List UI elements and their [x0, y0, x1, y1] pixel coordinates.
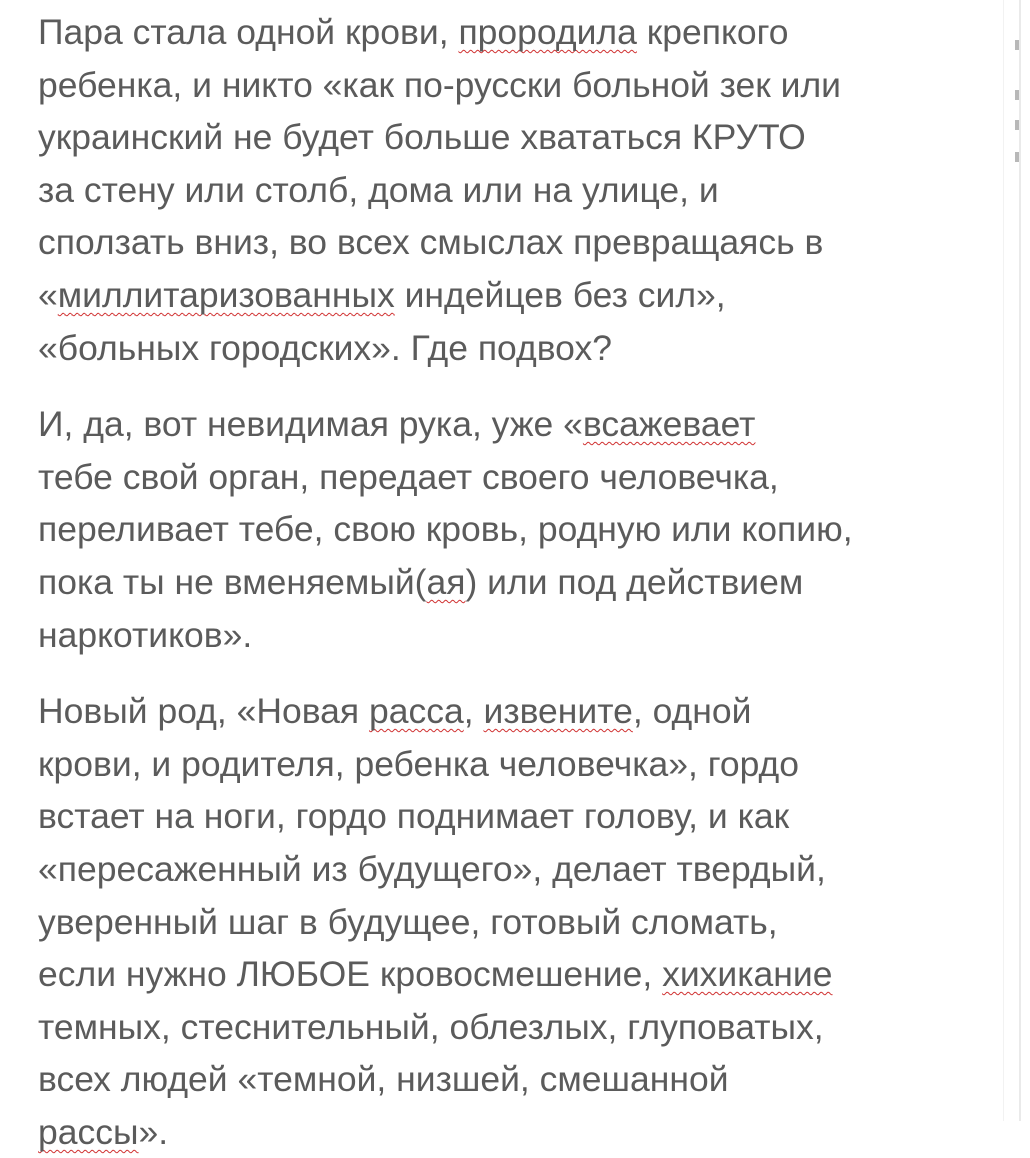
misspelled-word[interactable]: всажевает: [582, 404, 756, 445]
text-line: [38, 322, 978, 375]
scroll-marker: [1015, 152, 1019, 162]
text-segment: «больных городских». Где подвох?: [38, 327, 613, 368]
text-segment: «: [38, 274, 58, 315]
text-line: [38, 216, 978, 269]
text-segment: Пара стала одной крови,: [38, 12, 459, 52]
text-line: [38, 111, 978, 164]
paragraph: [38, 685, 978, 1158]
text-segment: крови, и родителя, ребенка человечка», гордо: [38, 743, 800, 784]
text-segment: уверенный шаг в будущее, готовый сломать,: [38, 901, 778, 942]
text-segment: сползать вниз, во всех смыслах превращаясь в: [38, 222, 824, 263]
text-line: [38, 685, 978, 738]
scroll-marker: [1015, 90, 1019, 100]
misspelled-word[interactable]: рассы: [38, 1111, 139, 1152]
paragraph: [38, 6, 978, 374]
text-segment: встает на ноги, гордо поднимает голову, и как: [38, 796, 790, 837]
misspelled-word[interactable]: миллитаризованных: [57, 274, 395, 315]
text-line: [38, 556, 978, 609]
misspelled-word[interactable]: ая: [426, 561, 466, 602]
text-segment: «пересаженный из будущего», делает твердый,: [38, 848, 826, 889]
text-segment: индейцев без сил»,: [394, 274, 726, 315]
text-line: [38, 398, 978, 451]
scrollbar-track[interactable]: [1019, 0, 1021, 1121]
text-segment: пока ты не вменяемый(: [38, 561, 427, 602]
text-segment: наркотиков».: [38, 614, 253, 655]
misspelled-word[interactable]: извените: [483, 691, 633, 732]
scroll-marker: [1015, 120, 1019, 130]
text-line: [38, 59, 978, 112]
text-segment: тебе свой орган, передает своего человечка,: [38, 456, 779, 497]
text-segment: ) или под действием: [465, 561, 804, 602]
text-line: [38, 503, 978, 556]
text-segment: , одной: [632, 691, 752, 732]
text-line: [38, 738, 978, 791]
text-line: [38, 1053, 978, 1106]
text-line: [38, 1001, 978, 1054]
text-segment: Новый род, «Новая: [38, 691, 370, 732]
text-segment: украинский не будет больше хвататься КРУТО: [38, 117, 806, 158]
text-line: [38, 6, 978, 59]
misspelled-word[interactable]: прородила: [458, 12, 637, 52]
paragraph: [38, 398, 978, 661]
text-segment: переливает тебе, свою кровь, родную или копию,: [38, 509, 853, 550]
text-line: [38, 609, 978, 662]
text-segment: крепкого: [636, 12, 789, 52]
text-segment: ».: [138, 1111, 169, 1152]
text-line: [38, 164, 978, 217]
vertical-scrollbar[interactable]: [1003, 0, 1030, 1121]
scroll-marker: [1015, 40, 1019, 50]
text-line: [38, 896, 978, 949]
text-line: [38, 948, 978, 1001]
text-line: [38, 269, 978, 322]
text-segment: ребенка, и никто «как по-русски больной зек или: [38, 64, 842, 105]
text-segment: И, да, вот невидимая рука, уже «: [38, 404, 583, 445]
text-line: [38, 790, 978, 843]
misspelled-word[interactable]: расса: [369, 691, 464, 732]
text-line: [38, 843, 978, 896]
text-line: [38, 1106, 978, 1158]
text-segment: темных, стеснительный, облезлых, глуповатых,: [38, 1006, 824, 1047]
text-segment: всех людей «темной, низшей, смешанной: [38, 1059, 729, 1100]
text-segment: ,: [463, 691, 484, 732]
text-line: [38, 451, 978, 504]
misspelled-word[interactable]: хихикание: [662, 954, 833, 995]
text-segment: за стену или столб, дома или на улице, и: [38, 169, 719, 210]
document-body[interactable]: [38, 6, 978, 1158]
text-segment: если нужно ЛЮБОЕ кровосмешение,: [38, 954, 663, 995]
